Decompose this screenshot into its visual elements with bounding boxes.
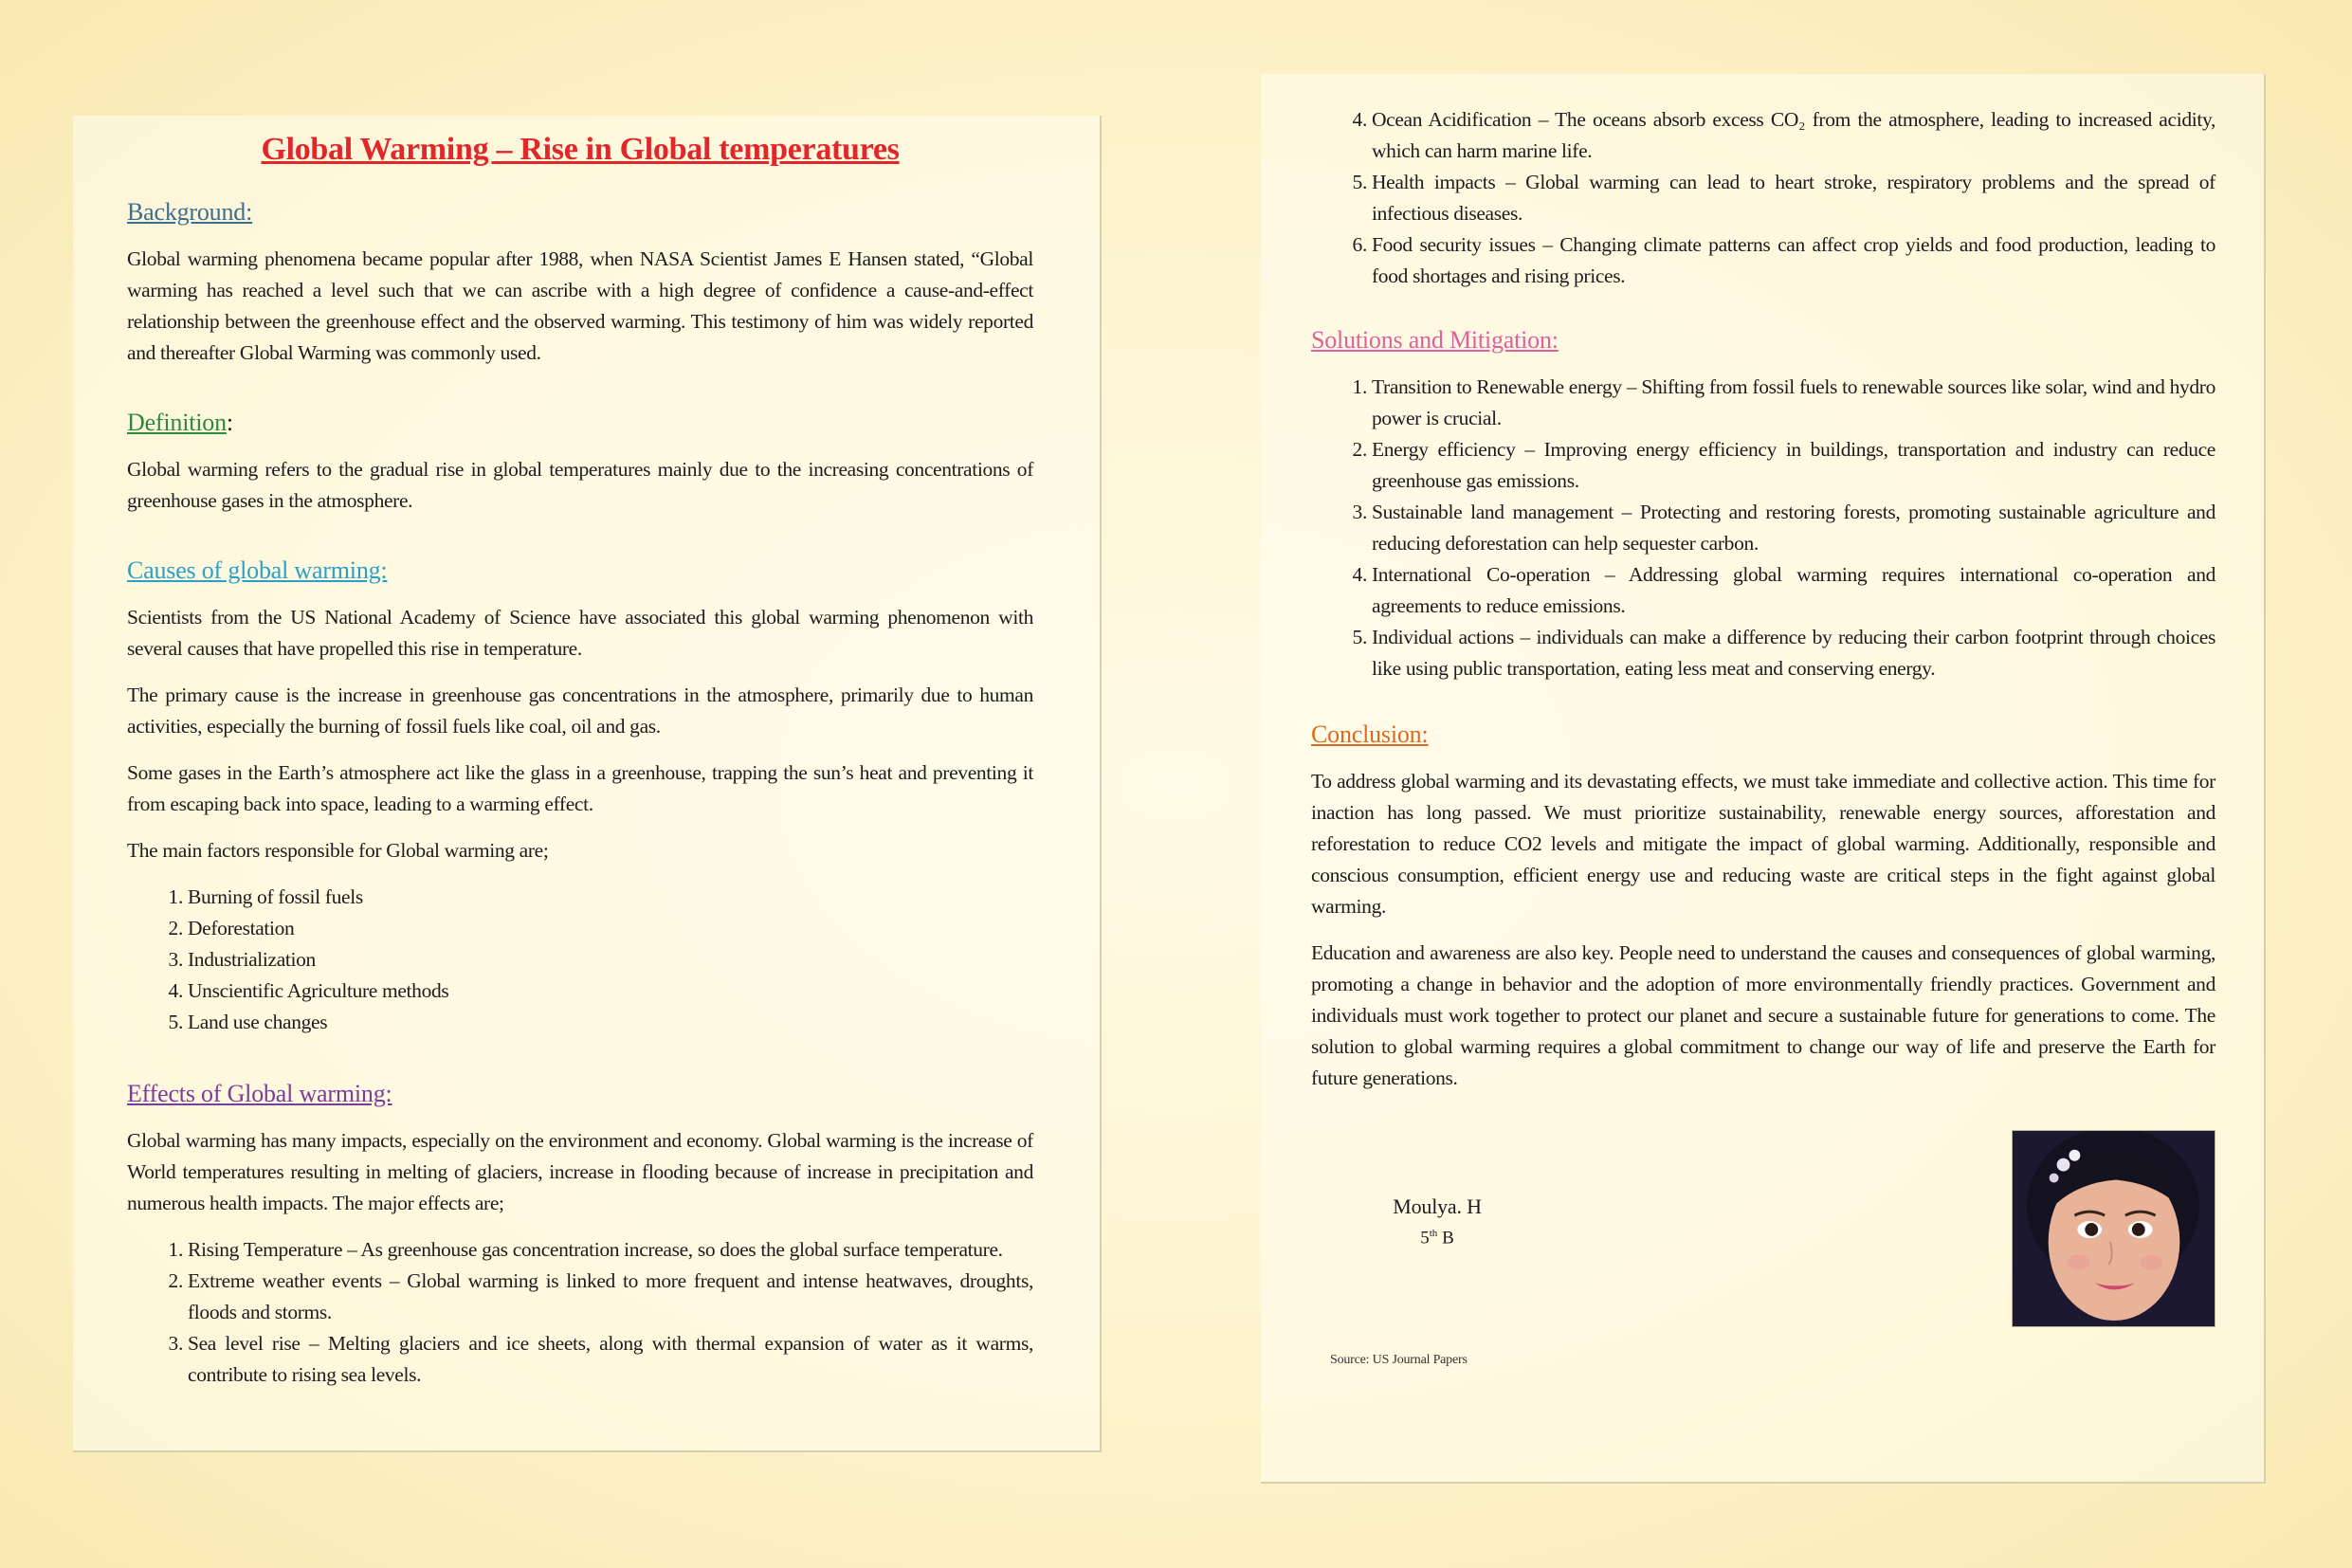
author-class-section: B xyxy=(1437,1228,1454,1249)
causes-heading: Causes of global warming: xyxy=(127,556,388,584)
author-photo-frame xyxy=(2012,1130,2215,1327)
effects-intro: Global warming has many impacts, especially on the environment and economy. Global warming is the increase of World temperatures resulting in melting of glaciers, increase in flooding because of increase in precipitation and numerous health impacts. The major effects are; xyxy=(127,1129,1033,1214)
background-heading: Background: xyxy=(127,198,253,226)
effect-list-item: 6. Food security issues – Changing climate patterns can affect crop yields and food production, leading to food shortages and rising prices. xyxy=(1372,229,2215,292)
effects-heading: Effects of Global warming: xyxy=(127,1080,392,1107)
effects-list-continued xyxy=(1311,104,2215,292)
effect-list-item: 3. Sea level rise – Melting glaciers and ice sheets, along with thermal expansion of water as it warms, contribute to rising sea levels. xyxy=(188,1328,1033,1391)
causes-factor-list xyxy=(127,882,1033,1038)
causes-paragraph-1: Scientists from the US National Academy of Science have associated this global warming phenomenon with several causes that have propelled this rise in temperature. xyxy=(127,606,1033,660)
solutions-list xyxy=(1311,372,2215,684)
solutions-heading: Solutions and Mitigation: xyxy=(1311,326,1559,354)
solution-list-item: 3. Sustainable land management – Protecting and restoring forests, promoting sustainable agriculture and reducing deforestation can help sequester carbon. xyxy=(1372,497,2215,559)
effects-list xyxy=(127,1234,1033,1391)
background-paragraph: Global warming phenomena became popular after 1988, when NASA Scientist James E Hansen stated, “Global warming has reached a level such that we can ascribe with a high degree of confidence a cause-and-effect relationship between the greenhouse effect and the observed warming. This testimony of him was widely reported and thereafter Global Warming was commonly used. xyxy=(127,247,1033,364)
left-page xyxy=(73,116,1102,1452)
conclusion-paragraph-1: To address global warming and its devastating effects, we must take immediate and collective action. This time for inaction has long passed. We must prioritize sustainability, renewable energy sources, afforestation and reforestation to reduce CO2 levels and mitigate the impact of global warming. Additionally, responsible and conscious consumption, efficient energy use and reducing waste are critical steps in the fight against global warming. xyxy=(1311,770,2215,918)
effect-list-item: 4. Ocean Acidification – The oceans absorb excess CO₂ from the atmosphere, leading to increased acidity, which can harm marine life. xyxy=(1372,104,2215,167)
factor-list-item: 1. Burning of fossil fuels xyxy=(188,882,1033,913)
definition-heading-text: Definition xyxy=(127,409,227,436)
solution-list-item: 5. Individual actions – individuals can make a difference by reducing their carbon footprint through choices like using public transportation, eating less meat and conserving energy. xyxy=(1372,622,2215,684)
effect-list-item: 1. Rising Temperature – As greenhouse gas concentration increase, so does the global surface temperature. xyxy=(188,1234,1033,1266)
author-block xyxy=(1339,1193,1536,1249)
author-class xyxy=(1339,1222,1536,1249)
author-class-number: 5 xyxy=(1420,1228,1430,1249)
factor-list-item: 5. Land use changes xyxy=(188,1007,1033,1038)
source-note: Source: US Journal Papers xyxy=(1330,1353,1468,1367)
solution-list-item: 4. International Co-operation – Addressing global warming requires international co-operation and agreements to reduce emissions. xyxy=(1372,559,2215,622)
author-photo xyxy=(2012,1130,2215,1327)
conclusion-paragraph-2: Education and awareness are also key. People need to understand the causes and consequences of global warming, promoting a change in behavior and the adoption of more environmentally friendly practices. Government and individuals must work together to protect our planet and secure a sustainable future for generations to come. The solution to global warming requires a global commitment to change our way of life and preserve the Earth for future generations. xyxy=(1311,941,2215,1089)
conclusion-heading: Conclusion: xyxy=(1311,720,1429,748)
page-title: Global Warming – Rise in Global temperatures xyxy=(261,132,900,167)
right-page xyxy=(1261,74,2266,1484)
causes-paragraph-3: Some gases in the Earth’s atmosphere act like the glass in a greenhouse, trapping the sun’s heat and preventing it from escaping back into space, leading to a warming effect. xyxy=(127,761,1033,815)
effect-list-item: 2. Extreme weather events – Global warming is linked to more frequent and intense heatwaves, droughts, floods and storms. xyxy=(188,1266,1033,1328)
definition-heading xyxy=(127,407,1033,439)
causes-paragraph-4: The main factors responsible for Global warming are; xyxy=(127,839,549,862)
definition-heading-colon: : xyxy=(226,409,233,436)
effect-list-item: 5. Health impacts – Global warming can lead to heart stroke, respiratory problems and the spread of infectious diseases. xyxy=(1372,167,2215,229)
definition-paragraph: Global warming refers to the gradual rise in global temperatures mainly due to the increasing concentrations of greenhouse gases in the atmosphere. xyxy=(127,458,1033,512)
solution-list-item: 2. Energy efficiency – Improving energy efficiency in buildings, transportation and industry can reduce greenhouse gas emissions. xyxy=(1372,434,2215,497)
causes-paragraph-2: The primary cause is the increase in greenhouse gas concentrations in the atmosphere, primarily due to human activities, especially the burning of fossil fuels like coal, oil and gas. xyxy=(127,684,1033,738)
author-class-suffix: th xyxy=(1429,1228,1438,1239)
solution-list-item: 1. Transition to Renewable energy – Shifting from fossil fuels to renewable sources like solar, wind and hydro power is crucial. xyxy=(1372,372,2215,434)
factor-list-item: 2. Deforestation xyxy=(188,913,1033,944)
author-name: Moulya. H xyxy=(1393,1194,1482,1218)
factor-list-item: 3. Industrialization xyxy=(188,944,1033,975)
factor-list-item: 4. Unscientific Agriculture methods xyxy=(188,975,1033,1007)
